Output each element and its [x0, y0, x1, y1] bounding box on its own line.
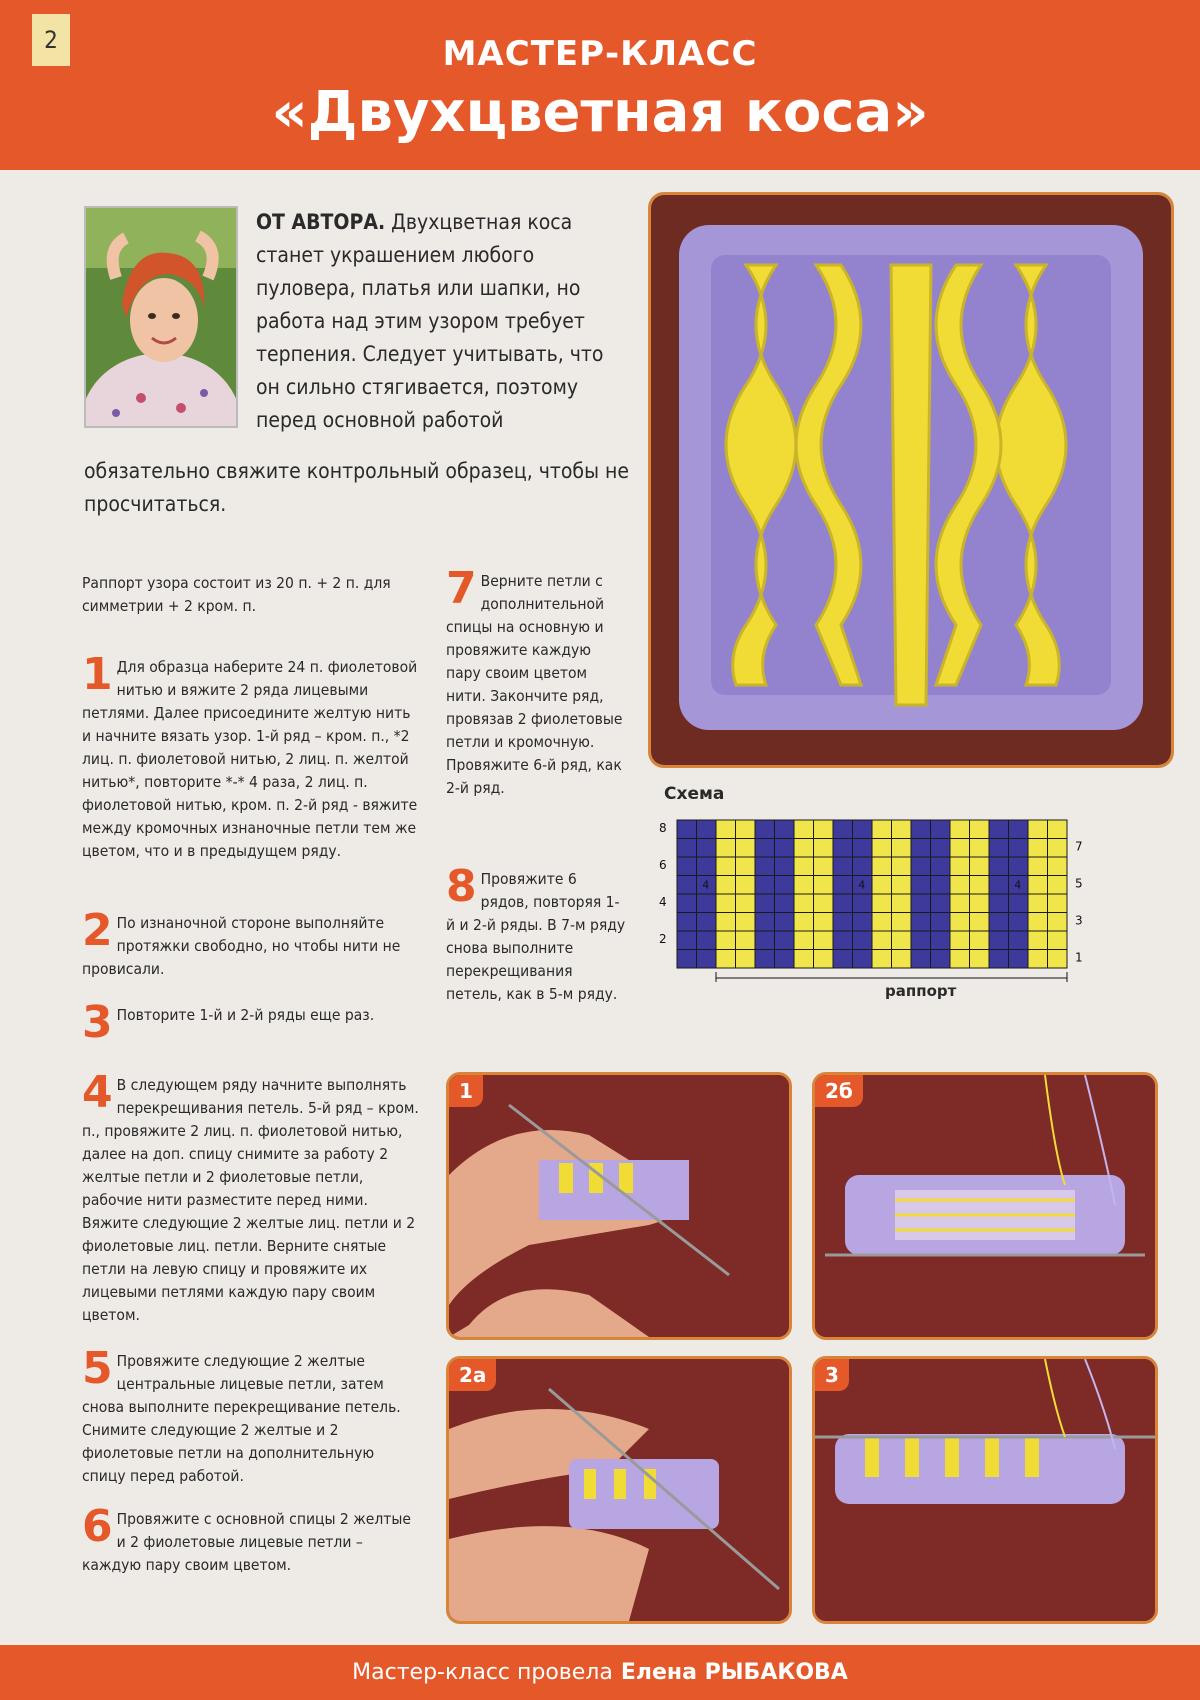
schema-cell: [911, 913, 931, 932]
step-number: 6: [82, 1501, 113, 1552]
schema-cross-mark: 4: [702, 878, 710, 892]
schema-cell: [814, 876, 834, 895]
schema-cell: [1009, 857, 1029, 876]
schema-cell: [755, 913, 775, 932]
schema-cell: [775, 857, 795, 876]
schema-cell: [970, 950, 990, 969]
schema-cell: [1048, 913, 1068, 932]
schema-cell: [853, 839, 873, 858]
schema-cell: [775, 950, 795, 969]
schema-cell: [755, 857, 775, 876]
step-photo-2a: [446, 1356, 792, 1624]
schema-cell: [736, 857, 756, 876]
step-text: Провяжите следующие 2 желтые центральные лицевые петли, затем снова выполните перекрещивание петель. Снимите следующие 2 желтые и 2 фиолетовые петли на дополнительную спицу перед работой.: [82, 1352, 401, 1485]
schema-cell: [872, 950, 892, 969]
schema-cell: [950, 950, 970, 969]
schema-cell: [872, 913, 892, 932]
schema-cell: [1028, 839, 1048, 858]
photo-tag: 1: [449, 1075, 483, 1107]
schema-cell: [853, 820, 873, 839]
schema-cell: [892, 913, 912, 932]
schema-cell: [911, 857, 931, 876]
schema-cell: [853, 950, 873, 969]
knitting-schema-chart: [655, 810, 1140, 1010]
schema-cell: [931, 857, 951, 876]
schema-cell: [775, 820, 795, 839]
step-number: 3: [82, 997, 113, 1048]
step-2: [82, 905, 422, 981]
schema-row-number: 8: [659, 821, 667, 835]
step-text: По изнаночной стороне выполняйте протяжки свободно, но чтобы нити не провисали.: [82, 914, 401, 978]
schema-cell: [833, 913, 853, 932]
step-8: [446, 861, 626, 1006]
schema-row-number: 7: [1075, 839, 1083, 854]
schema-cell: [911, 820, 931, 839]
schema-cell: [931, 894, 951, 913]
schema-cell: [794, 931, 814, 950]
footer-prefix: Мастер-класс провела: [352, 1660, 613, 1685]
schema-cell: [1048, 820, 1068, 839]
rapport-note: Раппорт узора состоит из 20 п. + 2 п. для симметрии + 2 кром. п.: [82, 574, 391, 615]
schema-cell: [677, 950, 697, 969]
schema-cell: [833, 876, 853, 895]
step-number: 4: [82, 1067, 113, 1118]
step-photo-2b: [812, 1072, 1158, 1340]
schema-cell: [950, 876, 970, 895]
schema-cell: [814, 857, 834, 876]
schema-row-number: 1: [1075, 950, 1083, 965]
schema-cell: [833, 839, 853, 858]
schema-cell: [872, 857, 892, 876]
schema-cell: [755, 950, 775, 969]
schema-cell: [716, 820, 736, 839]
schema-cell: [1009, 950, 1029, 969]
author-photo: [84, 206, 238, 428]
schema-cell: [1009, 839, 1029, 858]
step-text: Верните петли с дополнительной спицы на основную и провяжите каждую пару своим цветом нити. Закончите ряд, провязав 2 фиолетовые петли и кромочную. Провяжите 6-й ряд, как 2-й ряд.: [446, 572, 623, 797]
schema-cell: [1048, 876, 1068, 895]
footer-bar: [0, 1645, 1200, 1700]
page-title: «Двухцветная коса»: [271, 80, 929, 145]
schema-cell: [872, 931, 892, 950]
schema-label: Схема: [664, 784, 725, 804]
schema-cell: [892, 839, 912, 858]
schema-cell: [794, 857, 814, 876]
knitted-swatch-photo: [648, 192, 1174, 768]
schema-row-number: 2: [659, 932, 667, 946]
schema-cell: [794, 950, 814, 969]
schema-cell: [697, 839, 717, 858]
schema-cell: [755, 931, 775, 950]
schema-cell: [892, 950, 912, 969]
schema-cell: [989, 876, 1009, 895]
schema-cell: [794, 894, 814, 913]
schema-cell: [1028, 857, 1048, 876]
schema-cell: [677, 931, 697, 950]
schema-cell: [950, 857, 970, 876]
schema-cell: [872, 894, 892, 913]
schema-grid: [655, 810, 1140, 1010]
schema-cell: [736, 913, 756, 932]
step-text: Провяжите 6 рядов, повторяя 1-й и 2-й ряды. В 7-м ряду снова выполните перекрещивания петель, как в 5-м ряду.: [446, 870, 626, 1003]
schema-cell: [892, 857, 912, 876]
intro-text: Двухцветная коса станет украшением любого пуловера, платья или шапки, но работа над этим узором требует терпения. Следует учитывать, что он сильно стягивается, поэтому перед основной работой: [256, 210, 604, 432]
schema-cell: [716, 913, 736, 932]
schema-cell: [892, 876, 912, 895]
schema-cell: [736, 876, 756, 895]
schema-cell: [892, 894, 912, 913]
schema-cell: [775, 931, 795, 950]
schema-cell: [989, 950, 1009, 969]
schema-cell: [697, 931, 717, 950]
schema-cell: [872, 839, 892, 858]
schema-cell: [736, 931, 756, 950]
step-number: 1: [82, 649, 113, 700]
schema-cell: [931, 820, 951, 839]
section-supertitle: МАСТЕР-КЛАСС: [442, 34, 758, 74]
schema-cell: [970, 913, 990, 932]
schema-cell: [911, 839, 931, 858]
schema-cell: [755, 839, 775, 858]
schema-cell: [931, 839, 951, 858]
schema-cell: [853, 894, 873, 913]
schema-cell: [970, 820, 990, 839]
schema-cell: [736, 839, 756, 858]
schema-cell: [853, 857, 873, 876]
intro-lead: ОТ АВТОРА.: [256, 210, 386, 234]
schema-cell: [1048, 857, 1068, 876]
schema-cell: [755, 876, 775, 895]
schema-cell: [794, 913, 814, 932]
schema-cell: [931, 950, 951, 969]
step-photo-1: [446, 1072, 792, 1340]
schema-cell: [950, 839, 970, 858]
schema-cell: [833, 820, 853, 839]
schema-cell: [833, 857, 853, 876]
step-6: [82, 1501, 422, 1577]
schema-cell: [716, 894, 736, 913]
schema-cell: [872, 876, 892, 895]
schema-cell: [716, 876, 736, 895]
schema-cell: [1028, 820, 1048, 839]
author-intro: [256, 206, 616, 437]
step-1: [82, 649, 422, 863]
schema-cell: [775, 876, 795, 895]
schema-cell: [814, 950, 834, 969]
schema-cell: [1028, 876, 1048, 895]
photo-tag: 2б: [815, 1075, 863, 1107]
schema-cell: [931, 876, 951, 895]
schema-cell: [989, 894, 1009, 913]
schema-cell: [989, 839, 1009, 858]
step-4: [82, 1067, 422, 1327]
header-bar: [0, 0, 1200, 170]
schema-cell: [1048, 894, 1068, 913]
schema-cell: [950, 894, 970, 913]
schema-cross-mark: 4: [1014, 878, 1022, 892]
schema-cell: [697, 857, 717, 876]
schema-cell: [1009, 820, 1029, 839]
schema-cell: [794, 839, 814, 858]
schema-cell: [989, 857, 1009, 876]
schema-cross-mark: 4: [858, 878, 866, 892]
schema-cell: [892, 820, 912, 839]
schema-cell: [1048, 931, 1068, 950]
schema-cell: [814, 894, 834, 913]
schema-cell: [697, 950, 717, 969]
schema-cell: [814, 820, 834, 839]
schema-cell: [736, 894, 756, 913]
schema-cell: [853, 913, 873, 932]
schema-cell: [833, 894, 853, 913]
schema-cell: [1009, 913, 1029, 932]
step-photo-3: [812, 1356, 1158, 1624]
schema-cell: [755, 820, 775, 839]
step-7: [446, 563, 626, 800]
schema-cell: [853, 931, 873, 950]
schema-cell: [794, 876, 814, 895]
intro-tail: обязательно свяжите контрольный образец, чтобы не просчитаться.: [84, 459, 629, 516]
schema-cell: [911, 950, 931, 969]
schema-cell: [1028, 894, 1048, 913]
schema-cell: [716, 950, 736, 969]
schema-cell: [1048, 950, 1068, 969]
schema-row-number: 4: [659, 895, 667, 909]
schema-cell: [736, 950, 756, 969]
step-number: 7: [446, 563, 477, 614]
schema-cell: [775, 839, 795, 858]
schema-cell: [970, 839, 990, 858]
step-text: Повторите 1-й и 2-й ряды еще раз.: [116, 1006, 375, 1024]
schema-cell: [677, 857, 697, 876]
schema-cell: [677, 894, 697, 913]
schema-row-number: 3: [1075, 913, 1083, 928]
schema-row-number: 6: [659, 858, 667, 872]
schema-cell: [989, 820, 1009, 839]
schema-cell: [677, 820, 697, 839]
schema-cell: [697, 820, 717, 839]
schema-cell: [833, 931, 853, 950]
step-3: [82, 997, 422, 1048]
schema-cell: [814, 913, 834, 932]
schema-cell: [677, 913, 697, 932]
schema-rapport-label: раппорт: [885, 982, 957, 1000]
photo-tag: 2а: [449, 1359, 496, 1391]
step-text: Для образца наберите 24 п. фиолетовой нитью и вяжите 2 ряда лицевыми петлями. Далее присоедините желтую нить и начните вязать узор. 1-й ряд – кром. п., *2 лиц. п. фиолетовой нитью, 2 лиц. п. желтой нитью*, повторите *-* 4 раза, 2 лиц. п. фиолетовой нитью, кром. п. 2-й ряд - вяжите между кромочных изнаночные петли тем же цветом, что и в предыдущем ряду.: [82, 658, 418, 860]
schema-cell: [1028, 931, 1048, 950]
schema-cell: [677, 839, 697, 858]
schema-cell: [970, 876, 990, 895]
schema-cell: [1009, 894, 1029, 913]
schema-cell: [911, 931, 931, 950]
schema-cell: [970, 894, 990, 913]
schema-cell: [970, 931, 990, 950]
schema-cell: [911, 894, 931, 913]
step-number: 2: [82, 905, 113, 956]
photo-tag: 3: [815, 1359, 849, 1391]
schema-cell: [931, 913, 951, 932]
footer-author: Елена РЫБАКОВА: [620, 1660, 848, 1685]
step-text: Провяжите с основной спицы 2 желтые и 2 фиолетовые лицевые петли – каждую пару своим цветом.: [82, 1510, 412, 1574]
schema-cell: [950, 820, 970, 839]
step-5: [82, 1343, 422, 1488]
schema-row-number: 5: [1075, 876, 1083, 891]
schema-cell: [833, 950, 853, 969]
schema-cell: [1028, 950, 1048, 969]
schema-cell: [794, 820, 814, 839]
schema-cell: [1028, 913, 1048, 932]
step-number: 5: [82, 1343, 113, 1394]
schema-cell: [1048, 839, 1068, 858]
schema-cell: [989, 931, 1009, 950]
schema-cell: [716, 931, 736, 950]
page-number: 2: [32, 14, 70, 66]
schema-cell: [814, 839, 834, 858]
schema-cell: [736, 820, 756, 839]
schema-cell: [716, 839, 736, 858]
schema-cell: [931, 931, 951, 950]
schema-cell: [775, 913, 795, 932]
schema-cell: [697, 913, 717, 932]
schema-cell: [775, 894, 795, 913]
schema-cell: [950, 913, 970, 932]
schema-cell: [911, 876, 931, 895]
schema-cell: [814, 931, 834, 950]
schema-cell: [950, 931, 970, 950]
schema-cell: [755, 894, 775, 913]
step-number: 8: [446, 861, 477, 912]
schema-cell: [970, 857, 990, 876]
schema-cell: [697, 894, 717, 913]
schema-cell: [872, 820, 892, 839]
schema-cell: [989, 913, 1009, 932]
schema-cell: [677, 876, 697, 895]
schema-cell: [892, 931, 912, 950]
schema-cell: [716, 857, 736, 876]
step-text: В следующем ряду начните выполнять перекрещивания петель. 5-й ряд – кром. п., провяжите 2 лиц. п. фиолетовой нитью, далее на доп. спицу снимите за работу 2 желтые петли и 2 фиолетовые петли, рабочие нити разместите перед ними. Вяжите следующие 2 желтые лиц. петли и 2 фиолетовые лиц. петли. Верните снятые петли на левую спицу и провяжите их лицевыми петлями каждую пару своим цветом.: [82, 1076, 419, 1324]
schema-cell: [1009, 931, 1029, 950]
